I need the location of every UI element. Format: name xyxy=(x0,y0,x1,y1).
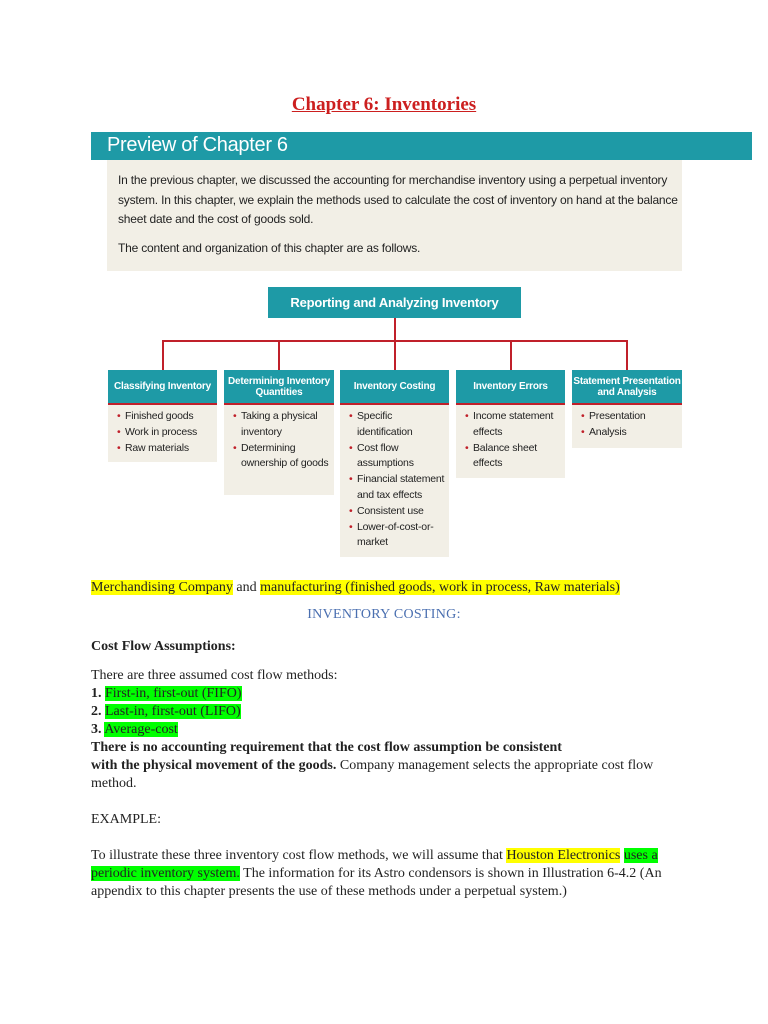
method-item-2 xyxy=(91,703,241,721)
column-body-classifying xyxy=(108,405,217,462)
example-text-start: To illustrate these three inventory cost flow methods, we will assume that xyxy=(91,848,507,863)
chapter-title: Chapter 6: Inventories xyxy=(291,94,477,115)
method-label: First-in, first-out (FIFO) xyxy=(105,686,242,701)
column-inventory-costing: Inventory Costing xyxy=(340,370,449,405)
list-item: • Financial statement and tax effects xyxy=(349,472,445,504)
list-item: • Work in process xyxy=(117,425,213,441)
method-item-3 xyxy=(91,721,178,739)
connector-col-5 xyxy=(626,340,628,370)
cost-flow-intro: There are three assumed cost flow methods: xyxy=(91,668,338,683)
list-item: • Income statement effects xyxy=(465,409,561,441)
requirement-paragraph xyxy=(91,757,671,793)
connector-col-3 xyxy=(394,340,396,370)
example-text-end: The information for its Astro condensors is shown in Illustration 6-4.2 (An appendix to this chapter presents the use of these methods under a perpetual system.) xyxy=(91,866,662,899)
list-item: • Lower-of-cost-or-market xyxy=(349,520,445,552)
list-item: • Balance sheet effects xyxy=(465,441,561,473)
requirement-line-1: There is no accounting requirement that the cost flow assumption be consistent xyxy=(91,740,562,755)
preview-paragraph-2: The content and organization of this chapter are as follows. xyxy=(118,241,421,255)
diagram-root-box: Reporting and Analyzing Inventory xyxy=(268,287,521,318)
list-item: • Analysis xyxy=(581,425,678,441)
column-body-errors xyxy=(456,405,565,478)
column-body-statement xyxy=(572,405,682,448)
periodic-highlight: uses a periodic inventory system. xyxy=(91,848,658,881)
connector-col-2 xyxy=(278,340,280,370)
column-body-determining xyxy=(224,405,334,495)
list-item: • Consistent use xyxy=(349,504,445,520)
column-body-costing xyxy=(340,405,449,557)
method-number: 1. xyxy=(91,686,102,701)
merchandising-highlight: Merchandising Company xyxy=(91,580,233,595)
requirement-line-2: with the physical movement of the goods. xyxy=(91,758,337,773)
connector-col-1 xyxy=(162,340,164,370)
connector-root xyxy=(394,318,396,341)
company-types-line xyxy=(91,579,731,597)
method-label: Average-cost xyxy=(104,722,178,737)
list-item: • Presentation xyxy=(581,409,678,425)
manufacturing-highlight: manufacturing (finished goods, work in process, Raw materials) xyxy=(260,580,620,595)
column-inventory-errors: Inventory Errors xyxy=(456,370,565,405)
list-item: • Cost flow assumptions xyxy=(349,441,445,473)
method-label: Last-in, first-out (LIFO) xyxy=(105,704,241,719)
column-statement-presentation: Statement Presentation and Analysis xyxy=(572,370,682,405)
list-item: • Finished goods xyxy=(117,409,213,425)
column-determining-quantities: Determining Inventory Quantities xyxy=(224,370,334,405)
cost-flow-heading: Cost Flow Assumptions: xyxy=(91,639,236,654)
section-heading: INVENTORY COSTING: xyxy=(307,607,461,622)
preview-heading: Preview of Chapter 6 xyxy=(107,134,288,156)
list-item: • Determining ownership of goods xyxy=(233,441,330,473)
method-number: 3. xyxy=(91,722,102,737)
column-classifying-inventory: Classifying Inventory xyxy=(108,370,217,405)
example-label: EXAMPLE: xyxy=(91,812,161,827)
preview-paragraph-1: In the previous chapter, we discussed the accounting for merchandise inventory using a perpetual inventory system. In this chapter, we explain the methods used to calculate the cost of inventory on hand at the balance sheet date and the cost of goods sold. xyxy=(118,173,678,226)
connector-col-4 xyxy=(510,340,512,370)
method-number: 2. xyxy=(91,704,102,719)
list-item: • Taking a physical inventory xyxy=(233,409,330,441)
houston-highlight: Houston Electronics xyxy=(506,848,621,863)
list-item: • Specific identification xyxy=(349,409,445,441)
management-text: Company management selects the appropriate cost flow method. xyxy=(91,758,654,791)
list-item: • Raw materials xyxy=(117,441,213,457)
example-paragraph xyxy=(91,847,671,901)
method-item-1 xyxy=(91,685,242,703)
connector-text: and xyxy=(232,580,261,595)
